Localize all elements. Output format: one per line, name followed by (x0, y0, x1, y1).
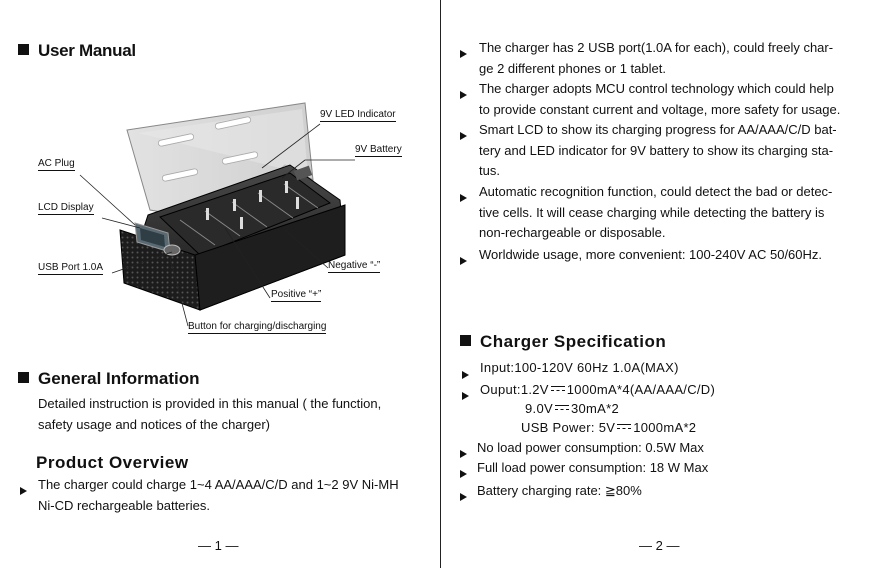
charger-specification-heading: Charger Specification (460, 332, 666, 352)
callout-button: Button for charging/discharging (188, 321, 327, 332)
square-bullet-icon (18, 372, 29, 383)
callout-positive: Positive “+” (271, 289, 322, 300)
spec-charging-rate: Battery charging rate: ≧80% (477, 483, 642, 498)
bullet-arrow-icon (20, 482, 27, 500)
dc-symbol-icon (617, 424, 631, 430)
page-2 (442, 0, 883, 568)
spec-output-9v: 9.0V 30mA*2 (525, 401, 620, 416)
callout-usb-port: USB Port 1.0A (38, 262, 104, 273)
callout-9v-led-indicator: 9V LED Indicator (320, 109, 396, 120)
callout-lcd-display: LCD Display (38, 202, 94, 213)
bullet-arrow-icon (460, 86, 467, 104)
spec-usb-power: USB Power: 5V 1000mA*2 (521, 420, 697, 435)
feature-automatic-recognition: Automatic recognition function, could detect the bad or detec- tive cells. It will cease charging while detecting the battery is non-rechargeable or disposable. (479, 184, 833, 241)
spec-input: Input:100-120V 60Hz 1.0A(MAX) (480, 360, 679, 375)
bullet-arrow-icon (460, 45, 467, 63)
callout-ac-plug: AC Plug (38, 158, 75, 169)
spec-no-load: No load power consumption: 0.5W Max (477, 440, 704, 455)
feature-usb-ports: The charger has 2 USB port(1.0A for each), could freely char- ge 2 different phones or 1 tablet. (479, 40, 834, 76)
general-information-heading: General Information (18, 369, 200, 389)
dc-symbol-icon (555, 405, 569, 411)
feature-mcu-control: The charger adopts MCU control technology which could help to provide constant current and voltage, more safety for usage. (479, 81, 841, 117)
general-information-text: Detailed instruction is provided in this manual ( the function, safety usage and notices of the charger) (38, 396, 382, 432)
bullet-arrow-icon (460, 488, 467, 506)
product-overview-heading: Product Overview (36, 453, 189, 472)
bullet-arrow-icon (460, 189, 467, 207)
dc-symbol-icon (551, 386, 565, 392)
user-manual-heading: User Manual (18, 41, 136, 61)
bullet-arrow-icon (460, 445, 467, 463)
feature-worldwide-usage: Worldwide usage, more convenient: 100-240V AC 50/60Hz. (479, 247, 823, 262)
product-overview-text: The charger could charge 1~4 AA/AAA/C/D and 1~2 9V Ni-MH Ni-CD rechargeable batteries. (38, 477, 399, 513)
spec-full-load: Full load power consumption: 18 W Max (477, 460, 709, 475)
callout-negative: Negative “-” (328, 260, 381, 271)
bullet-arrow-icon (460, 465, 467, 483)
page-number-2: — 2 — (639, 538, 680, 553)
bullet-arrow-icon (460, 252, 467, 270)
bullet-arrow-icon (462, 366, 469, 384)
callout-9v-battery: 9V Battery (355, 144, 402, 155)
feature-smart-lcd: Smart LCD to show its charging progress for AA/AAA/C/D bat- tery and LED indicator for 9V battery to show its charging sta- tus. (479, 122, 837, 179)
page-1 (0, 0, 441, 568)
page-number-1: — 1 — (198, 538, 239, 553)
bullet-arrow-icon (460, 127, 467, 145)
bullet-arrow-icon (462, 387, 469, 405)
spec-output: Ouput:1.2V 1000mA*4(AA/AAA/C/D) (480, 382, 716, 397)
callout-leader-lines (0, 0, 441, 345)
square-bullet-icon (460, 335, 471, 346)
